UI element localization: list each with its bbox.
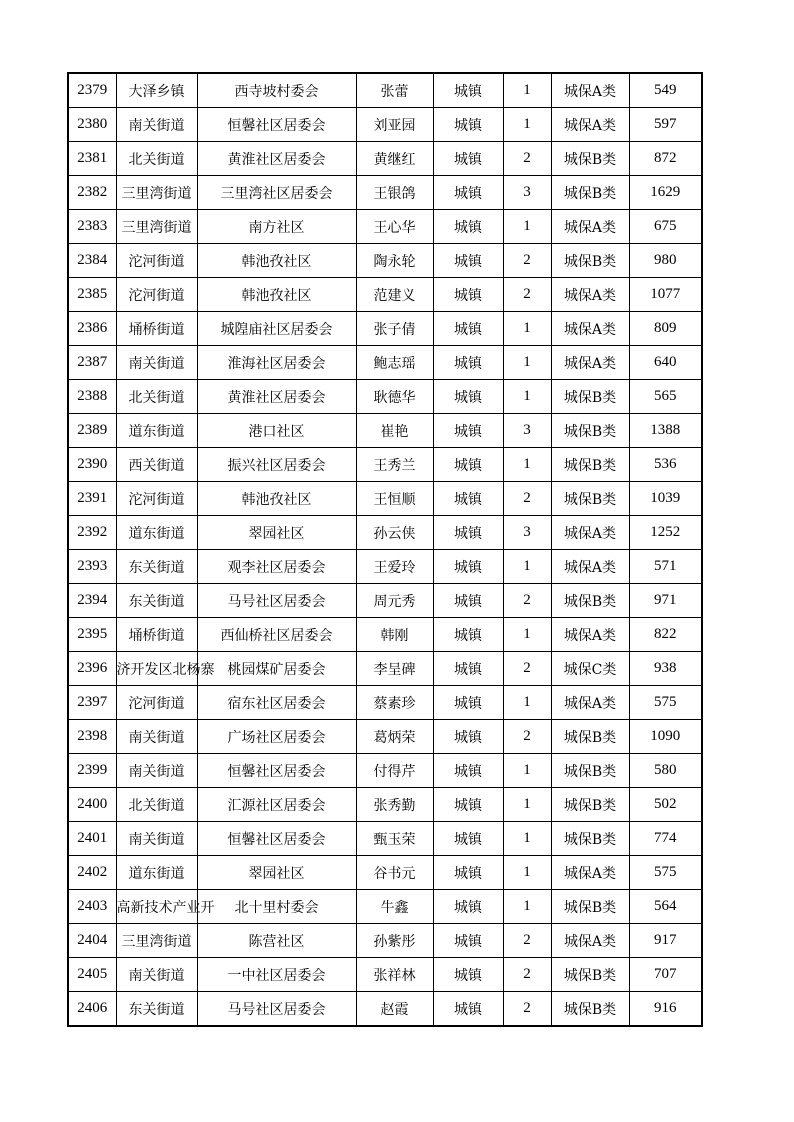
row-number-cell: 2397 bbox=[68, 686, 116, 720]
household-size-cell: 2 bbox=[503, 584, 551, 618]
row-number-cell: 2383 bbox=[68, 210, 116, 244]
category-cell: 城保A类 bbox=[551, 686, 629, 720]
row-number-cell: 2393 bbox=[68, 550, 116, 584]
street-cell: 东关街道 bbox=[116, 550, 197, 584]
name-cell: 付得芹 bbox=[356, 754, 433, 788]
table-body bbox=[68, 73, 702, 1026]
table-row bbox=[68, 312, 702, 346]
household-size-cell: 1 bbox=[503, 73, 551, 108]
table-row bbox=[68, 618, 702, 652]
household-size-cell: 1 bbox=[503, 550, 551, 584]
household-size-cell: 1 bbox=[503, 346, 551, 380]
category-cell: 城保B类 bbox=[551, 176, 629, 210]
area-type-cell: 城镇 bbox=[433, 788, 503, 822]
street-cell: 北关街道 bbox=[116, 380, 197, 414]
category-cell: 城保B类 bbox=[551, 754, 629, 788]
category-cell: 城保B类 bbox=[551, 414, 629, 448]
name-cell: 李呈碑 bbox=[356, 652, 433, 686]
name-cell: 耿德华 bbox=[356, 380, 433, 414]
street-cell: 三里湾街道 bbox=[116, 924, 197, 958]
community-cell: 恒馨社区居委会 bbox=[197, 754, 356, 788]
area-type-cell: 城镇 bbox=[433, 278, 503, 312]
name-cell: 王心华 bbox=[356, 210, 433, 244]
table-row bbox=[68, 584, 702, 618]
street-cell: 南关街道 bbox=[116, 108, 197, 142]
area-type-cell: 城镇 bbox=[433, 210, 503, 244]
street-cell: 北关街道 bbox=[116, 142, 197, 176]
category-cell: 城保B类 bbox=[551, 142, 629, 176]
row-number-cell: 2385 bbox=[68, 278, 116, 312]
community-cell: 黄淮社区居委会 bbox=[197, 380, 356, 414]
community-cell: 一中社区居委会 bbox=[197, 958, 356, 992]
amount-cell: 809 bbox=[629, 312, 702, 346]
row-number-cell: 2400 bbox=[68, 788, 116, 822]
table-row bbox=[68, 856, 702, 890]
community-cell: 淮海社区居委会 bbox=[197, 346, 356, 380]
community-cell: 翠园社区 bbox=[197, 516, 356, 550]
street-cell: 南关街道 bbox=[116, 822, 197, 856]
household-size-cell: 2 bbox=[503, 924, 551, 958]
area-type-cell: 城镇 bbox=[433, 856, 503, 890]
community-cell: 马号社区居委会 bbox=[197, 584, 356, 618]
community-cell: 恒馨社区居委会 bbox=[197, 108, 356, 142]
community-cell: 广场社区居委会 bbox=[197, 720, 356, 754]
amount-cell: 675 bbox=[629, 210, 702, 244]
table-row bbox=[68, 346, 702, 380]
category-cell: 城保C类 bbox=[551, 652, 629, 686]
amount-cell: 1077 bbox=[629, 278, 702, 312]
community-cell: 马号社区居委会 bbox=[197, 992, 356, 1027]
community-cell: 南方社区 bbox=[197, 210, 356, 244]
street-cell: 沱河街道 bbox=[116, 278, 197, 312]
area-type-cell: 城镇 bbox=[433, 380, 503, 414]
area-type-cell: 城镇 bbox=[433, 142, 503, 176]
name-cell: 范建义 bbox=[356, 278, 433, 312]
household-size-cell: 1 bbox=[503, 754, 551, 788]
amount-cell: 536 bbox=[629, 448, 702, 482]
street-cell: 沱河街道 bbox=[116, 482, 197, 516]
table-row bbox=[68, 720, 702, 754]
area-type-cell: 城镇 bbox=[433, 346, 503, 380]
street-cell: 南关街道 bbox=[116, 720, 197, 754]
category-cell: 城保B类 bbox=[551, 958, 629, 992]
category-cell: 城保A类 bbox=[551, 210, 629, 244]
street-cell: 埇桥街道 bbox=[116, 618, 197, 652]
name-cell: 张蕾 bbox=[356, 73, 433, 108]
name-cell: 孙紫彤 bbox=[356, 924, 433, 958]
category-cell: 城保B类 bbox=[551, 720, 629, 754]
amount-cell: 564 bbox=[629, 890, 702, 924]
category-cell: 城保A类 bbox=[551, 516, 629, 550]
row-number-cell: 2401 bbox=[68, 822, 116, 856]
row-number-cell: 2387 bbox=[68, 346, 116, 380]
household-size-cell: 3 bbox=[503, 516, 551, 550]
street-cell: 西关街道 bbox=[116, 448, 197, 482]
street-cell: 三里湾街道 bbox=[116, 210, 197, 244]
community-cell: 汇源社区居委会 bbox=[197, 788, 356, 822]
table-row bbox=[68, 924, 702, 958]
category-cell: 城保B类 bbox=[551, 788, 629, 822]
area-type-cell: 城镇 bbox=[433, 924, 503, 958]
table-row bbox=[68, 890, 702, 924]
name-cell: 韩刚 bbox=[356, 618, 433, 652]
household-size-cell: 2 bbox=[503, 958, 551, 992]
street-cell: 道东街道 bbox=[116, 516, 197, 550]
street-cell: 南关街道 bbox=[116, 754, 197, 788]
street-cell: 东关街道 bbox=[116, 992, 197, 1027]
row-number-cell: 2406 bbox=[68, 992, 116, 1027]
category-cell: 城保B类 bbox=[551, 992, 629, 1027]
community-cell: 桃园煤矿居委会 bbox=[197, 652, 356, 686]
category-cell: 城保B类 bbox=[551, 448, 629, 482]
community-cell: 韩池孜社区 bbox=[197, 278, 356, 312]
amount-cell: 774 bbox=[629, 822, 702, 856]
area-type-cell: 城镇 bbox=[433, 414, 503, 448]
household-size-cell: 1 bbox=[503, 380, 551, 414]
area-type-cell: 城镇 bbox=[433, 516, 503, 550]
category-cell: 城保B类 bbox=[551, 244, 629, 278]
area-type-cell: 城镇 bbox=[433, 550, 503, 584]
category-cell: 城保A类 bbox=[551, 108, 629, 142]
community-cell: 黄淮社区居委会 bbox=[197, 142, 356, 176]
street-cell: 南关街道 bbox=[116, 958, 197, 992]
amount-cell: 565 bbox=[629, 380, 702, 414]
row-number-cell: 2384 bbox=[68, 244, 116, 278]
household-size-cell: 2 bbox=[503, 720, 551, 754]
table-row bbox=[68, 210, 702, 244]
amount-cell: 580 bbox=[629, 754, 702, 788]
amount-cell: 502 bbox=[629, 788, 702, 822]
community-cell: 港口社区 bbox=[197, 414, 356, 448]
name-cell: 张秀勤 bbox=[356, 788, 433, 822]
row-number-cell: 2386 bbox=[68, 312, 116, 346]
name-cell: 黄继红 bbox=[356, 142, 433, 176]
table-row bbox=[68, 414, 702, 448]
name-cell: 葛炳荣 bbox=[356, 720, 433, 754]
household-size-cell: 2 bbox=[503, 142, 551, 176]
category-cell: 城保A类 bbox=[551, 924, 629, 958]
community-cell: 三里湾社区居委会 bbox=[197, 176, 356, 210]
category-cell: 城保B类 bbox=[551, 482, 629, 516]
area-type-cell: 城镇 bbox=[433, 73, 503, 108]
street-cell: 沱河街道 bbox=[116, 686, 197, 720]
table-row bbox=[68, 278, 702, 312]
row-number-cell: 2404 bbox=[68, 924, 116, 958]
category-cell: 城保B类 bbox=[551, 822, 629, 856]
amount-cell: 1090 bbox=[629, 720, 702, 754]
row-number-cell: 2391 bbox=[68, 482, 116, 516]
household-size-cell: 1 bbox=[503, 448, 551, 482]
table-row bbox=[68, 73, 702, 108]
table-row bbox=[68, 244, 702, 278]
row-number-cell: 2403 bbox=[68, 890, 116, 924]
amount-cell: 1039 bbox=[629, 482, 702, 516]
household-size-cell: 1 bbox=[503, 856, 551, 890]
community-cell: 北十里村委会 bbox=[197, 890, 356, 924]
household-size-cell: 3 bbox=[503, 414, 551, 448]
community-cell: 韩池孜社区 bbox=[197, 244, 356, 278]
row-number-cell: 2402 bbox=[68, 856, 116, 890]
name-cell: 王银鸽 bbox=[356, 176, 433, 210]
area-type-cell: 城镇 bbox=[433, 448, 503, 482]
category-cell: 城保A类 bbox=[551, 346, 629, 380]
street-cell: 大泽乡镇 bbox=[116, 73, 197, 108]
table-row bbox=[68, 448, 702, 482]
community-cell: 西仙桥社区居委会 bbox=[197, 618, 356, 652]
name-cell: 刘亚园 bbox=[356, 108, 433, 142]
category-cell: 城保B类 bbox=[551, 584, 629, 618]
row-number-cell: 2381 bbox=[68, 142, 116, 176]
household-size-cell: 1 bbox=[503, 686, 551, 720]
area-type-cell: 城镇 bbox=[433, 652, 503, 686]
name-cell: 张子倩 bbox=[356, 312, 433, 346]
household-size-cell: 3 bbox=[503, 176, 551, 210]
data-table bbox=[67, 72, 703, 1027]
category-cell: 城保A类 bbox=[551, 73, 629, 108]
amount-cell: 822 bbox=[629, 618, 702, 652]
community-cell: 恒馨社区居委会 bbox=[197, 822, 356, 856]
household-size-cell: 1 bbox=[503, 890, 551, 924]
row-number-cell: 2398 bbox=[68, 720, 116, 754]
community-cell: 观李社区居委会 bbox=[197, 550, 356, 584]
area-type-cell: 城镇 bbox=[433, 244, 503, 278]
street-cell: 道东街道 bbox=[116, 856, 197, 890]
street-cell: 埇桥街道 bbox=[116, 312, 197, 346]
name-cell: 蔡素珍 bbox=[356, 686, 433, 720]
community-cell: 韩池孜社区 bbox=[197, 482, 356, 516]
household-size-cell: 2 bbox=[503, 652, 551, 686]
community-cell: 陈营社区 bbox=[197, 924, 356, 958]
area-type-cell: 城镇 bbox=[433, 890, 503, 924]
area-type-cell: 城镇 bbox=[433, 584, 503, 618]
amount-cell: 938 bbox=[629, 652, 702, 686]
category-cell: 城保A类 bbox=[551, 278, 629, 312]
amount-cell: 980 bbox=[629, 244, 702, 278]
amount-cell: 916 bbox=[629, 992, 702, 1027]
area-type-cell: 城镇 bbox=[433, 482, 503, 516]
area-type-cell: 城镇 bbox=[433, 992, 503, 1027]
area-type-cell: 城镇 bbox=[433, 754, 503, 788]
community-cell: 翠园社区 bbox=[197, 856, 356, 890]
name-cell: 张祥林 bbox=[356, 958, 433, 992]
area-type-cell: 城镇 bbox=[433, 176, 503, 210]
table-row bbox=[68, 754, 702, 788]
household-size-cell: 2 bbox=[503, 278, 551, 312]
street-cell: 南关街道 bbox=[116, 346, 197, 380]
row-number-cell: 2380 bbox=[68, 108, 116, 142]
table-row bbox=[68, 788, 702, 822]
household-size-cell: 1 bbox=[503, 822, 551, 856]
street-cell: 济开发区北杨寨 bbox=[116, 652, 197, 686]
category-cell: 城保A类 bbox=[551, 550, 629, 584]
household-size-cell: 1 bbox=[503, 108, 551, 142]
name-cell: 周元秀 bbox=[356, 584, 433, 618]
area-type-cell: 城镇 bbox=[433, 618, 503, 652]
name-cell: 王秀兰 bbox=[356, 448, 433, 482]
name-cell: 陶永轮 bbox=[356, 244, 433, 278]
name-cell: 牛鑫 bbox=[356, 890, 433, 924]
category-cell: 城保A类 bbox=[551, 856, 629, 890]
row-number-cell: 2395 bbox=[68, 618, 116, 652]
amount-cell: 971 bbox=[629, 584, 702, 618]
row-number-cell: 2399 bbox=[68, 754, 116, 788]
amount-cell: 575 bbox=[629, 686, 702, 720]
street-cell: 高新技术产业开 bbox=[116, 890, 197, 924]
name-cell: 王爱玲 bbox=[356, 550, 433, 584]
street-cell: 东关街道 bbox=[116, 584, 197, 618]
area-type-cell: 城镇 bbox=[433, 958, 503, 992]
category-cell: 城保B类 bbox=[551, 890, 629, 924]
amount-cell: 597 bbox=[629, 108, 702, 142]
category-cell: 城保A类 bbox=[551, 312, 629, 346]
row-number-cell: 2394 bbox=[68, 584, 116, 618]
amount-cell: 640 bbox=[629, 346, 702, 380]
row-number-cell: 2388 bbox=[68, 380, 116, 414]
amount-cell: 1252 bbox=[629, 516, 702, 550]
amount-cell: 549 bbox=[629, 73, 702, 108]
area-type-cell: 城镇 bbox=[433, 686, 503, 720]
table-row bbox=[68, 822, 702, 856]
table-row bbox=[68, 108, 702, 142]
community-cell: 西寺坡村委会 bbox=[197, 73, 356, 108]
row-number-cell: 2382 bbox=[68, 176, 116, 210]
amount-cell: 1629 bbox=[629, 176, 702, 210]
community-cell: 城隍庙社区居委会 bbox=[197, 312, 356, 346]
household-size-cell: 1 bbox=[503, 312, 551, 346]
area-type-cell: 城镇 bbox=[433, 108, 503, 142]
table-row bbox=[68, 686, 702, 720]
name-cell: 甄玉荣 bbox=[356, 822, 433, 856]
name-cell: 赵霞 bbox=[356, 992, 433, 1027]
household-size-cell: 2 bbox=[503, 482, 551, 516]
row-number-cell: 2389 bbox=[68, 414, 116, 448]
row-number-cell: 2390 bbox=[68, 448, 116, 482]
table-row bbox=[68, 958, 702, 992]
community-cell: 宿东社区居委会 bbox=[197, 686, 356, 720]
table-row bbox=[68, 550, 702, 584]
category-cell: 城保B类 bbox=[551, 380, 629, 414]
amount-cell: 571 bbox=[629, 550, 702, 584]
table-row bbox=[68, 652, 702, 686]
amount-cell: 707 bbox=[629, 958, 702, 992]
row-number-cell: 2405 bbox=[68, 958, 116, 992]
name-cell: 孙云侠 bbox=[356, 516, 433, 550]
household-size-cell: 2 bbox=[503, 992, 551, 1027]
community-cell: 振兴社区居委会 bbox=[197, 448, 356, 482]
area-type-cell: 城镇 bbox=[433, 720, 503, 754]
street-cell: 道东街道 bbox=[116, 414, 197, 448]
amount-cell: 917 bbox=[629, 924, 702, 958]
name-cell: 鲍志瑶 bbox=[356, 346, 433, 380]
area-type-cell: 城镇 bbox=[433, 822, 503, 856]
household-size-cell: 1 bbox=[503, 210, 551, 244]
table-row bbox=[68, 142, 702, 176]
area-type-cell: 城镇 bbox=[433, 312, 503, 346]
household-size-cell: 1 bbox=[503, 618, 551, 652]
table-row bbox=[68, 380, 702, 414]
amount-cell: 575 bbox=[629, 856, 702, 890]
street-cell: 沱河街道 bbox=[116, 244, 197, 278]
name-cell: 王恒顺 bbox=[356, 482, 433, 516]
table-row bbox=[68, 516, 702, 550]
amount-cell: 872 bbox=[629, 142, 702, 176]
table-row bbox=[68, 992, 702, 1027]
household-size-cell: 2 bbox=[503, 244, 551, 278]
table-row bbox=[68, 482, 702, 516]
table-row bbox=[68, 176, 702, 210]
name-cell: 崔艳 bbox=[356, 414, 433, 448]
name-cell: 谷书元 bbox=[356, 856, 433, 890]
row-number-cell: 2379 bbox=[68, 73, 116, 108]
category-cell: 城保A类 bbox=[551, 618, 629, 652]
row-number-cell: 2396 bbox=[68, 652, 116, 686]
street-cell: 北关街道 bbox=[116, 788, 197, 822]
street-cell: 三里湾街道 bbox=[116, 176, 197, 210]
amount-cell: 1388 bbox=[629, 414, 702, 448]
row-number-cell: 2392 bbox=[68, 516, 116, 550]
household-size-cell: 1 bbox=[503, 788, 551, 822]
